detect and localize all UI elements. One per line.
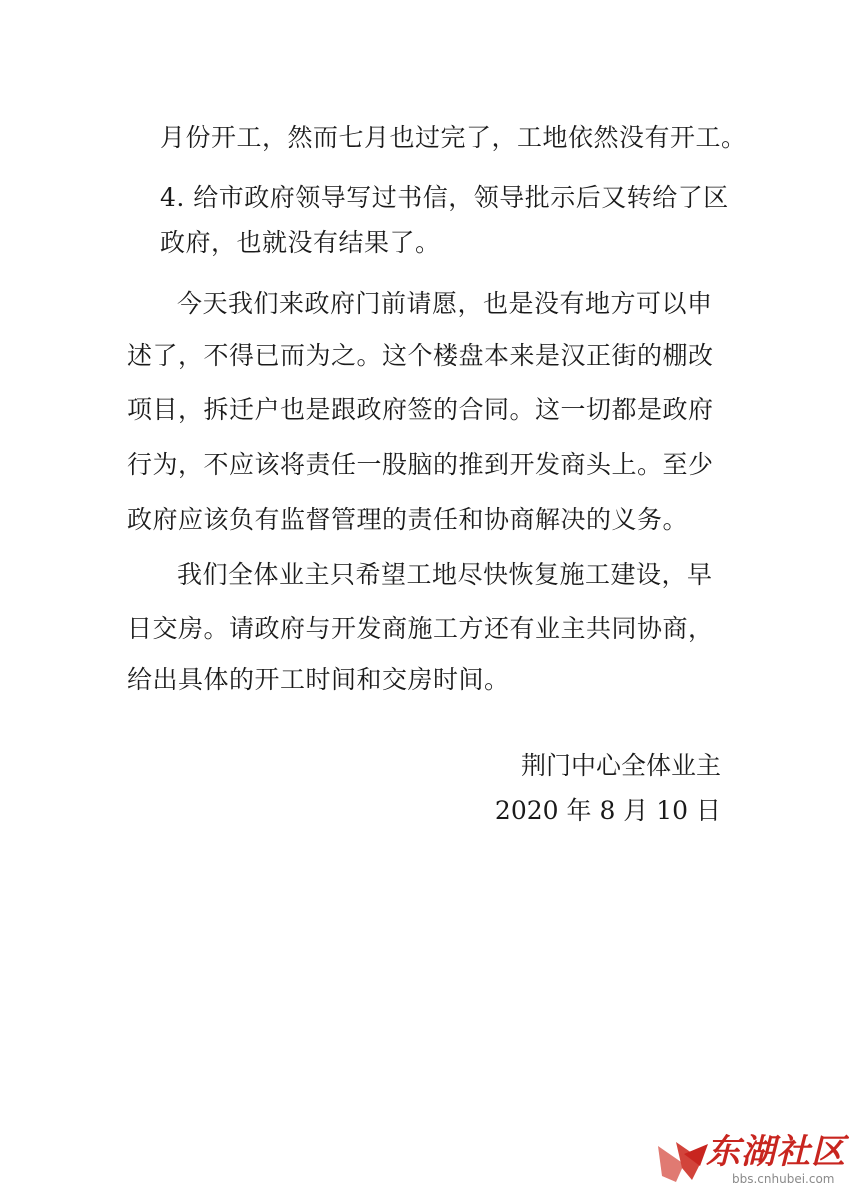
brand-name: 东湖社区 (706, 1132, 846, 1172)
signature-author: 荆门中心全体业主 (520, 751, 721, 780)
paragraph-first-line: 我们全体业主只希望工地尽快恢复施工建设，早 (177, 560, 713, 589)
text-line: 4. 给市政府领导写过书信，领导批示后又转给了区 (160, 183, 729, 212)
paragraph-first-line: 今天我们来政府门前请愿，也是没有地方可以申 (177, 289, 713, 318)
text-line: 政府，也就没有结果了。 (160, 228, 441, 257)
text-line: 月份开工，然而七月也过完了，工地依然没有开工。 (160, 123, 747, 152)
text-line: 行为，不应该将责任一股脑的推到开发商头上。至少 (127, 450, 714, 479)
brand-logo-icon (654, 1136, 712, 1186)
site-watermark (654, 1130, 846, 1192)
text-line: 政府应该负有监督管理的责任和协商解决的义务。 (127, 505, 689, 534)
text-line: 项目，拆迁户也是跟政府签的合同。这一切都是政府 (127, 395, 714, 424)
brand-url: bbs.cnhubei.com (732, 1172, 835, 1186)
signature-date: 2020 年 8 月 10 日 (494, 796, 721, 825)
text-line: 述了，不得已而为之。这个楼盘本来是汉正街的棚改 (127, 341, 714, 370)
text-line: 日交房。请政府与开发商施工方还有业主共同协商， (127, 614, 714, 643)
text-line: 给出具体的开工时间和交房时间。 (127, 665, 510, 694)
